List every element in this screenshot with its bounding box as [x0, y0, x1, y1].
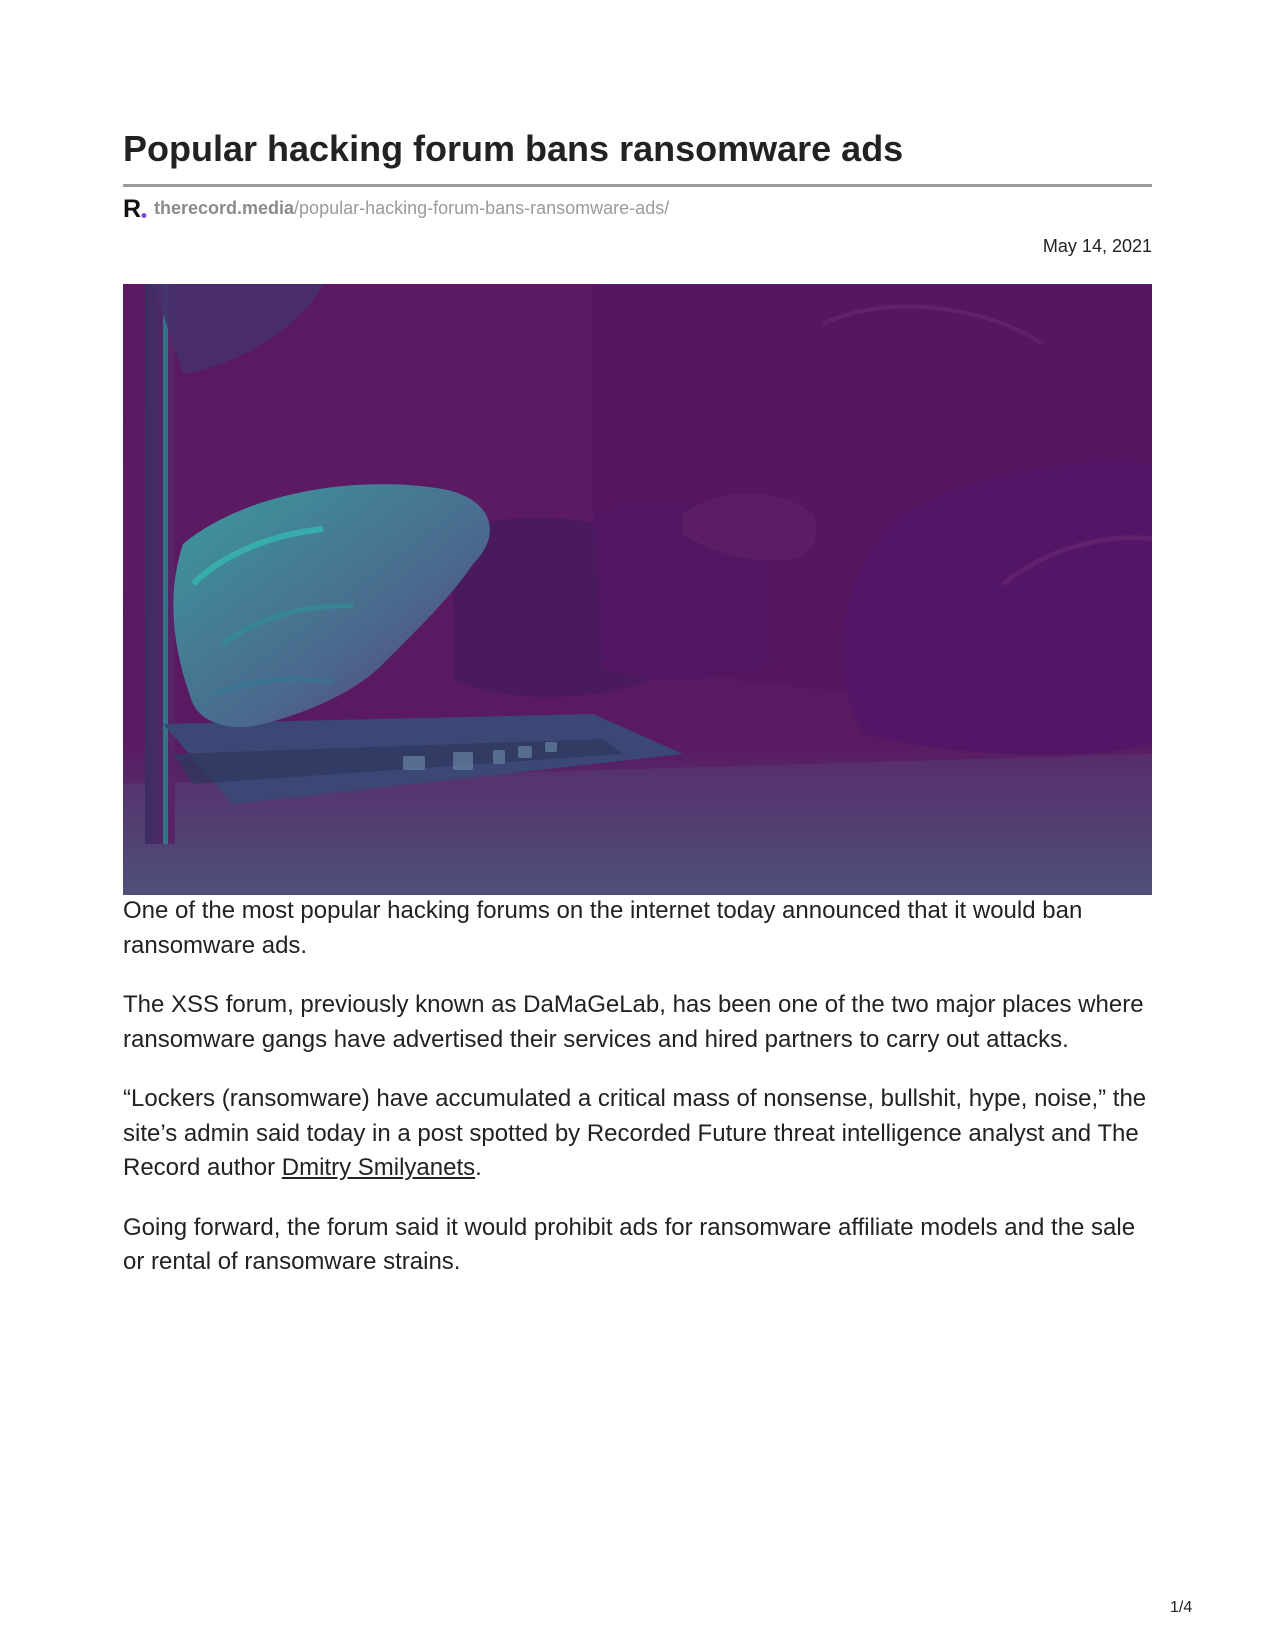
hacker-typing-on-laptop-photo — [123, 284, 1152, 895]
source-domain[interactable]: therecord.media — [154, 197, 295, 218]
paragraph-3 — [123, 1082, 1152, 1186]
page-number: 1/4 — [1170, 1599, 1193, 1616]
source-line[interactable] — [123, 196, 669, 220]
paragraph-2: The XSS forum, previously known as DaMaGeLab, has been one of the two major places where ransomware gangs have advertised their services and hired partners to carry out attacks. — [123, 991, 1144, 1053]
article-body — [123, 894, 1152, 1305]
paragraph-3-text: “Lockers (ransomware) have accumulated a critical mass of nonsense, bullshit, hype, noise,” the site’s admin said today in a post spotted by Recorded Future threat intelligence analyst and The Record author — [123, 1085, 1147, 1181]
title-divider — [123, 184, 1152, 187]
publish-date: May 14, 2021 — [1042, 236, 1152, 256]
source-path[interactable]: /popular-hacking-forum-bans-ransomware-ads/ — [294, 197, 670, 218]
svg-text:R: R — [123, 196, 142, 220]
paragraph-3-end: . — [475, 1154, 482, 1181]
paragraph-4: Going forward, the forum said it would prohibit ads for ransomware affiliate models and the sale or rental of ransomware strains. — [123, 1213, 1136, 1275]
the-record-logo-icon — [123, 196, 147, 220]
author-link[interactable]: Dmitry Smilyanets — [281, 1154, 476, 1181]
paragraph-1: One of the most popular hacking forums on the internet today announced that it would ban ransomware ads. — [123, 897, 1083, 959]
article-title: Popular hacking forum bans ransomware ads — [123, 128, 904, 169]
